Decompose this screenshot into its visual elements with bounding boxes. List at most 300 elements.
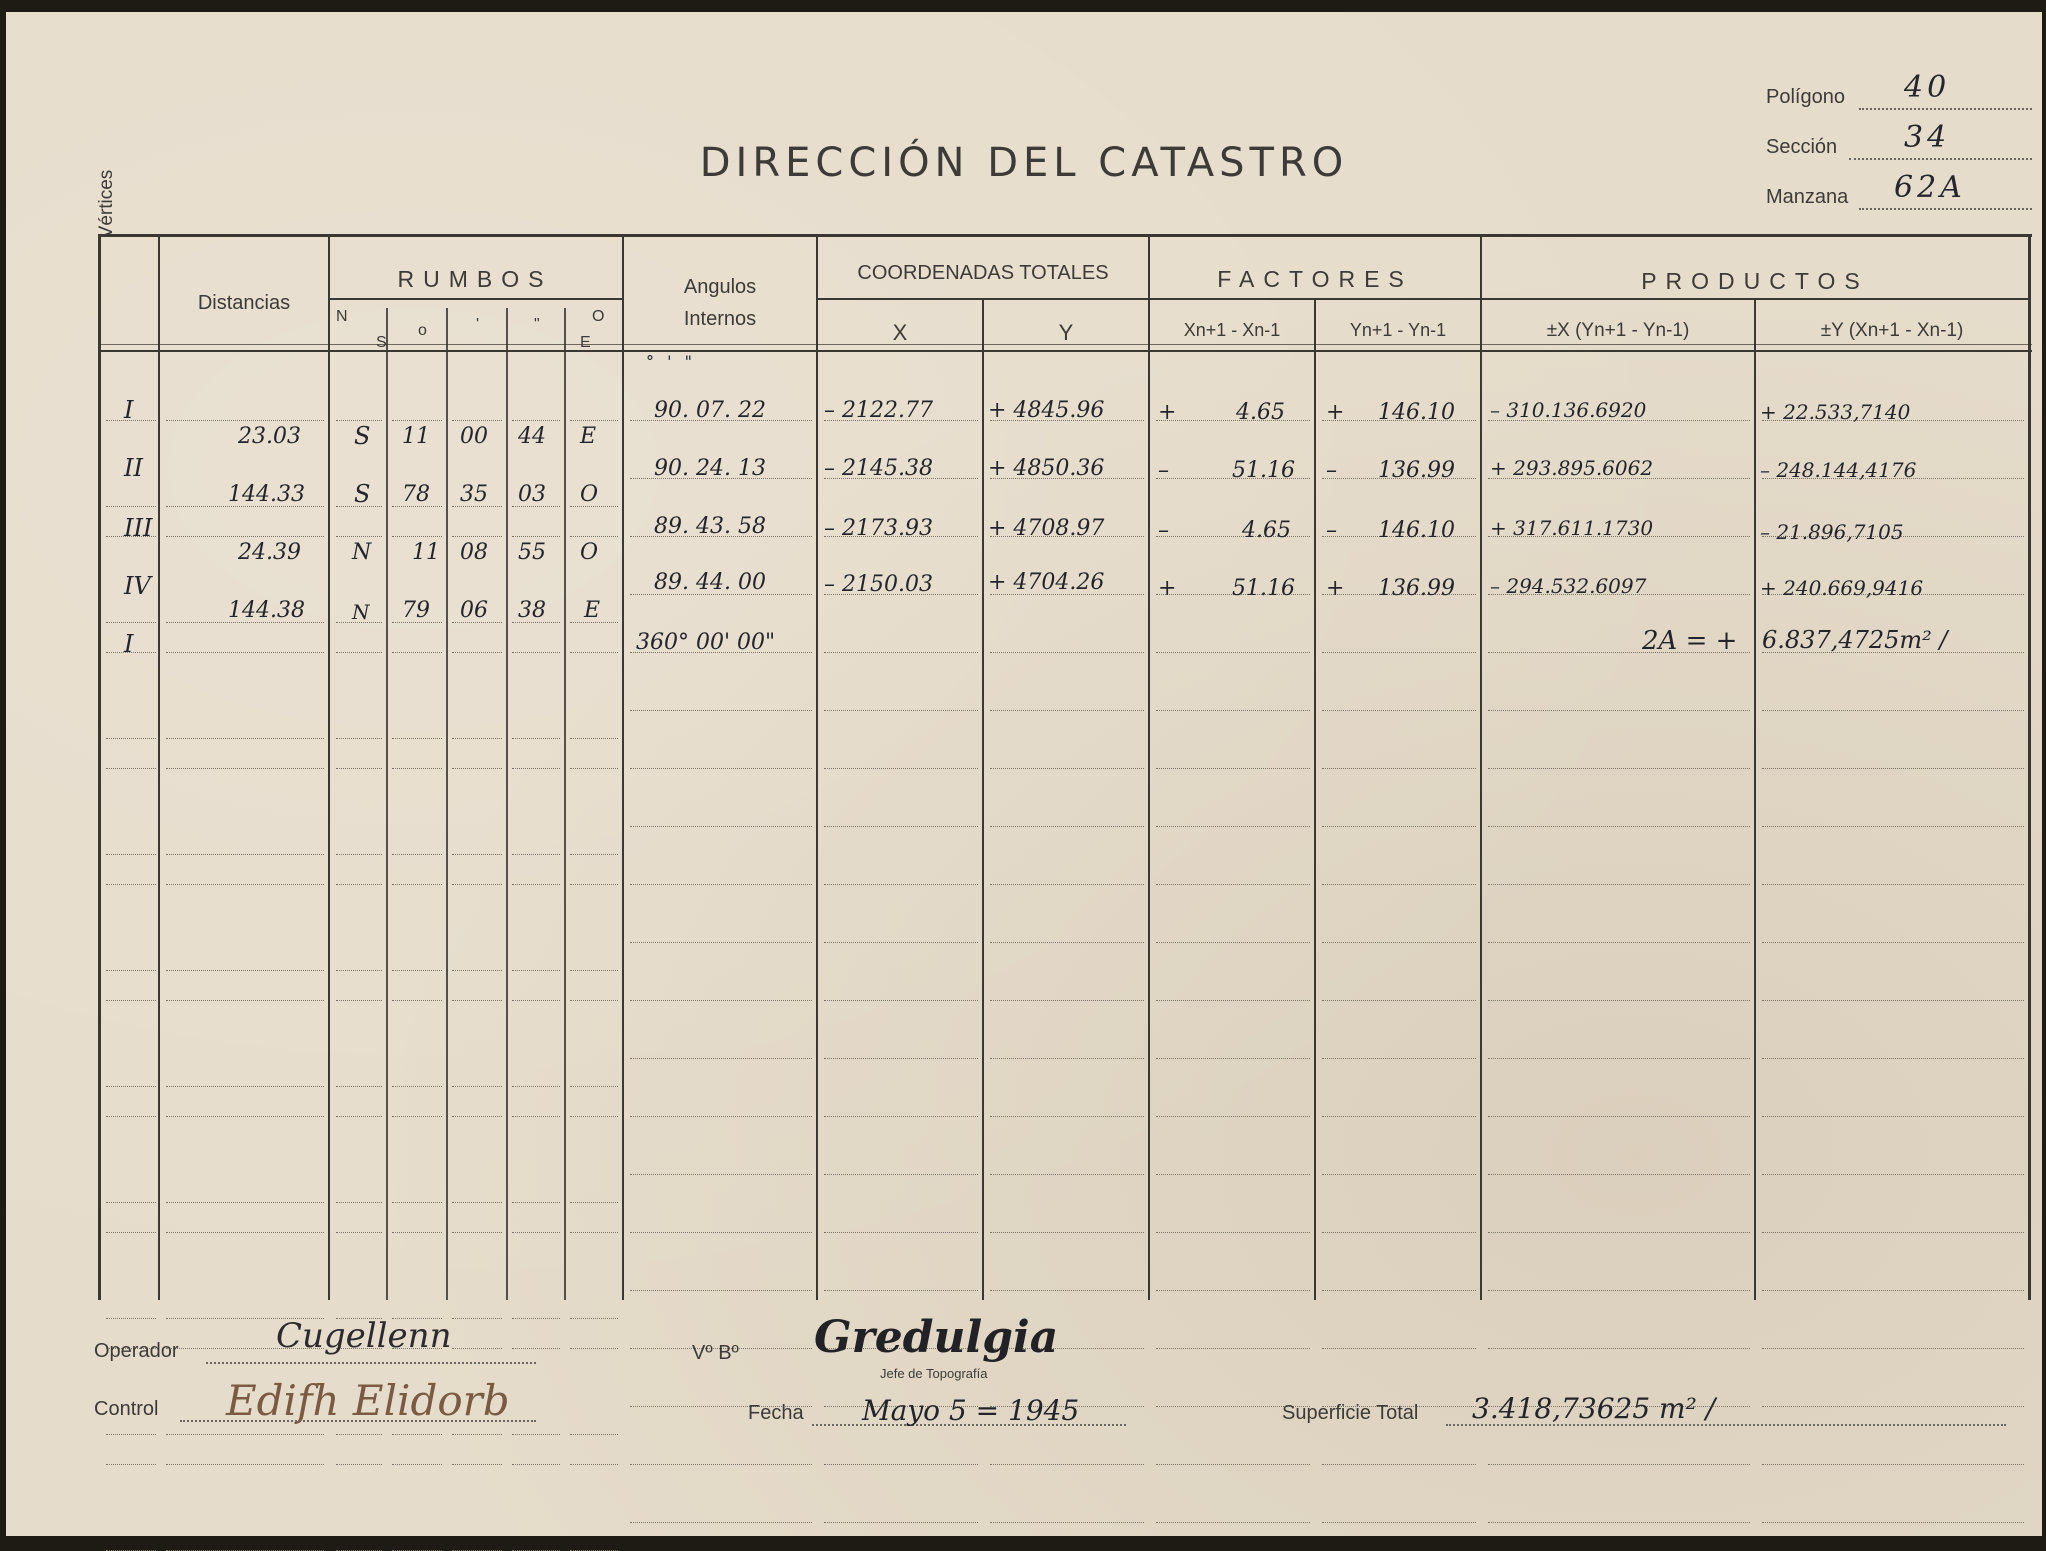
rumbos-sub-rule bbox=[446, 308, 448, 1300]
row-ruling bbox=[1488, 884, 1750, 885]
row-ruling bbox=[570, 854, 618, 855]
side-min: 35 bbox=[460, 482, 488, 507]
row-ruling bbox=[452, 1000, 502, 1001]
row-ruling bbox=[512, 1000, 560, 1001]
row-ruling bbox=[1156, 1348, 1310, 1349]
factor-y-sign: – bbox=[1326, 518, 1337, 543]
side-min: 08 bbox=[460, 540, 488, 565]
rumbos-min-header: ' bbox=[476, 316, 480, 333]
product-y: + 22.533,7140 bbox=[1760, 400, 1911, 424]
row-ruling bbox=[336, 1232, 382, 1233]
row-ruling bbox=[392, 1116, 442, 1117]
manzana-line bbox=[1859, 208, 2032, 210]
row-ruling bbox=[512, 970, 560, 971]
control-label: Control bbox=[94, 1398, 159, 1420]
side-oe: E bbox=[580, 424, 597, 449]
y-header: Y bbox=[1058, 320, 1074, 345]
row-ruling bbox=[1762, 1522, 2024, 1523]
row-ruling bbox=[166, 1464, 324, 1465]
row-ruling bbox=[106, 506, 156, 507]
seccion-line bbox=[1849, 158, 2032, 160]
row-ruling bbox=[1488, 1174, 1750, 1175]
row-ruling bbox=[336, 768, 382, 769]
rumbos-header: RUMBOS bbox=[397, 266, 553, 292]
vertex-y: + 4708.97 bbox=[988, 516, 1105, 541]
row-ruling bbox=[1156, 826, 1310, 827]
vertex-angle: 90. 24. 13 bbox=[654, 456, 766, 481]
internos-header: Internos bbox=[683, 308, 757, 330]
rumbos-sub-rule bbox=[506, 308, 508, 1300]
row-ruling bbox=[336, 884, 382, 885]
factor-y: 146.10 bbox=[1378, 518, 1455, 543]
row-ruling bbox=[1156, 710, 1310, 711]
product-x: + 317.611.1730 bbox=[1490, 516, 1654, 540]
side-min: 00 bbox=[460, 424, 488, 449]
row-ruling bbox=[570, 652, 618, 653]
poligono-line bbox=[1859, 108, 2032, 110]
row-ruling bbox=[452, 738, 502, 739]
row-ruling bbox=[336, 1086, 382, 1087]
row-ruling bbox=[1488, 768, 1750, 769]
vertex-label: III bbox=[124, 514, 153, 542]
side-sec: 55 bbox=[518, 540, 546, 565]
angle-units: ° ' " bbox=[646, 352, 696, 371]
vertex-angle: 89. 43. 58 bbox=[654, 514, 766, 539]
row-ruling bbox=[166, 1116, 324, 1117]
row-ruling bbox=[630, 768, 812, 769]
row-ruling bbox=[824, 1058, 978, 1059]
col-rule bbox=[2028, 234, 2031, 1300]
row-ruling bbox=[1322, 1174, 1476, 1175]
row-ruling bbox=[336, 1116, 382, 1117]
row-ruling bbox=[630, 826, 812, 827]
row-ruling bbox=[336, 1464, 382, 1465]
row-ruling bbox=[824, 652, 978, 653]
vertex-y: + 4704.26 bbox=[988, 570, 1105, 595]
row-ruling bbox=[452, 970, 502, 971]
row-ruling bbox=[512, 1434, 560, 1435]
row-ruling bbox=[512, 1086, 560, 1087]
row-ruling bbox=[452, 536, 502, 537]
row-ruling bbox=[990, 1522, 1144, 1523]
rumbos-sub-header-rule bbox=[328, 298, 622, 300]
row-ruling bbox=[824, 1464, 978, 1465]
row-ruling bbox=[990, 1464, 1144, 1465]
producto-y-header: ±Y (Xn+1 - Xn-1) bbox=[1820, 320, 1964, 341]
row-ruling bbox=[106, 1464, 156, 1465]
row-ruling bbox=[570, 738, 618, 739]
double-area-value: 6.837,4725m² / bbox=[1762, 626, 1948, 654]
row-ruling bbox=[1156, 652, 1310, 653]
factor-x-header: Xn+1 - Xn-1 bbox=[1183, 320, 1281, 340]
row-ruling bbox=[336, 1202, 382, 1203]
row-ruling bbox=[1488, 1000, 1750, 1001]
row-ruling bbox=[166, 1434, 324, 1435]
row-ruling bbox=[512, 536, 560, 537]
side-distance: 24.39 bbox=[238, 540, 301, 565]
row-ruling bbox=[630, 1464, 812, 1465]
row-ruling bbox=[824, 942, 978, 943]
row-ruling bbox=[512, 884, 560, 885]
angulos-header: Angulos bbox=[683, 276, 757, 298]
rumbos-n-header: N bbox=[336, 308, 348, 325]
row-ruling bbox=[392, 420, 442, 421]
row-ruling bbox=[630, 884, 812, 885]
row-ruling bbox=[512, 1116, 560, 1117]
superficie-value: 3.418,73625 m² / bbox=[1472, 1392, 1716, 1425]
row-ruling bbox=[824, 1232, 978, 1233]
vertex-angle: 89. 44. 00 bbox=[654, 570, 766, 595]
row-ruling bbox=[106, 1202, 156, 1203]
row-ruling bbox=[1156, 1464, 1310, 1465]
poligono-label: Polígono bbox=[1766, 86, 1845, 108]
rumbos-sub-rule bbox=[564, 308, 566, 1300]
row-ruling bbox=[392, 768, 442, 769]
col-rule bbox=[1148, 234, 1150, 1300]
row-ruling bbox=[1322, 652, 1476, 653]
row-ruling bbox=[1156, 420, 1310, 421]
row-ruling bbox=[1156, 1058, 1310, 1059]
jefe-signature: Gredulgia bbox=[814, 1312, 1059, 1363]
row-ruling bbox=[1156, 884, 1310, 885]
row-ruling bbox=[1156, 942, 1310, 943]
side-distance: 144.33 bbox=[228, 482, 305, 507]
product-y: – 248.144,4176 bbox=[1760, 458, 1917, 482]
table-header-bottom bbox=[98, 350, 2032, 352]
row-ruling bbox=[452, 420, 502, 421]
factor-y-sign: + bbox=[1326, 576, 1345, 601]
operador-label: Operador bbox=[94, 1340, 179, 1362]
col-rule bbox=[622, 234, 624, 1300]
row-ruling bbox=[166, 1202, 324, 1203]
x-header: X bbox=[892, 320, 908, 345]
side-deg: 79 bbox=[402, 598, 430, 623]
side-sec: 03 bbox=[518, 482, 546, 507]
row-ruling bbox=[392, 1000, 442, 1001]
col-rule bbox=[1754, 298, 1756, 1300]
row-ruling bbox=[570, 1348, 618, 1349]
fecha-value: Mayo 5 = 1945 bbox=[862, 1394, 1080, 1427]
factores-header: FACTORES bbox=[1217, 266, 1413, 292]
row-ruling bbox=[166, 536, 324, 537]
row-ruling bbox=[336, 536, 382, 537]
row-ruling bbox=[824, 884, 978, 885]
factor-x: 4.65 bbox=[1236, 400, 1285, 425]
row-ruling bbox=[630, 942, 812, 943]
row-ruling bbox=[824, 768, 978, 769]
factor-y: 136.99 bbox=[1378, 458, 1455, 483]
vobo-label: Vº Bº bbox=[692, 1342, 739, 1364]
row-ruling bbox=[336, 1434, 382, 1435]
row-ruling bbox=[106, 622, 156, 623]
row-ruling bbox=[166, 1000, 324, 1001]
row-ruling bbox=[824, 1174, 978, 1175]
row-ruling bbox=[392, 854, 442, 855]
row-ruling bbox=[166, 1086, 324, 1087]
row-ruling bbox=[1762, 768, 2024, 769]
vertex-label: IV bbox=[124, 572, 151, 600]
row-ruling bbox=[570, 420, 618, 421]
row-ruling bbox=[570, 768, 618, 769]
side-oe: O bbox=[580, 482, 599, 507]
factor-y-sign: + bbox=[1326, 400, 1345, 425]
row-ruling bbox=[512, 652, 560, 653]
col-rule bbox=[816, 234, 818, 1300]
row-ruling bbox=[1488, 710, 1750, 711]
row-ruling bbox=[336, 652, 382, 653]
row-ruling bbox=[336, 738, 382, 739]
row-ruling bbox=[570, 1000, 618, 1001]
row-ruling bbox=[392, 536, 442, 537]
product-x: + 293.895.6062 bbox=[1490, 456, 1654, 480]
row-ruling bbox=[570, 1434, 618, 1435]
row-ruling bbox=[1156, 1174, 1310, 1175]
factor-y-sign: – bbox=[1326, 458, 1337, 483]
row-ruling bbox=[1488, 942, 1750, 943]
row-ruling bbox=[452, 1086, 502, 1087]
col-rule bbox=[1314, 298, 1316, 1300]
row-ruling bbox=[512, 1202, 560, 1203]
factor-x: 51.16 bbox=[1232, 458, 1295, 483]
row-ruling bbox=[1488, 826, 1750, 827]
row-ruling bbox=[166, 420, 324, 421]
side-min: 06 bbox=[460, 598, 488, 623]
row-ruling bbox=[512, 1232, 560, 1233]
row-ruling bbox=[1156, 1522, 1310, 1523]
row-ruling bbox=[1762, 1232, 2024, 1233]
row-ruling bbox=[452, 1348, 502, 1349]
fecha-label: Fecha bbox=[748, 1402, 804, 1424]
row-ruling bbox=[630, 1058, 812, 1059]
coordenadas-header: COORDENADAS TOTALES bbox=[857, 262, 1109, 284]
operador-line bbox=[206, 1362, 536, 1364]
row-ruling bbox=[1322, 1116, 1476, 1117]
row-ruling bbox=[1322, 826, 1476, 827]
row-ruling bbox=[106, 970, 156, 971]
table-top-border bbox=[98, 234, 2032, 237]
side-ns: S bbox=[354, 422, 371, 450]
row-ruling bbox=[1156, 1116, 1310, 1117]
catastro-sheet bbox=[6, 12, 2042, 1536]
row-ruling bbox=[1762, 1174, 2024, 1175]
row-ruling bbox=[824, 1522, 978, 1523]
row-ruling bbox=[1488, 1232, 1750, 1233]
side-distance: 144.38 bbox=[228, 598, 305, 623]
row-ruling bbox=[1322, 710, 1476, 711]
side-ns: N bbox=[352, 600, 370, 624]
side-sec: 44 bbox=[518, 424, 546, 449]
product-y: + 240.669,9416 bbox=[1760, 576, 1924, 600]
row-ruling bbox=[166, 884, 324, 885]
row-ruling bbox=[824, 1116, 978, 1117]
factor-y-header: Yn+1 - Yn-1 bbox=[1349, 320, 1447, 340]
col-rule bbox=[158, 234, 160, 1300]
page-title: DIRECCIÓN DEL CATASTRO bbox=[699, 140, 1349, 186]
row-ruling bbox=[452, 652, 502, 653]
row-ruling bbox=[1488, 1348, 1750, 1349]
row-ruling bbox=[392, 738, 442, 739]
row-ruling bbox=[824, 826, 978, 827]
col-rule bbox=[982, 298, 984, 1300]
vertices-header: Vértices bbox=[96, 169, 117, 239]
row-ruling bbox=[106, 1434, 156, 1435]
row-ruling bbox=[1762, 1290, 2024, 1291]
vertex-label: II bbox=[124, 454, 143, 482]
row-ruling bbox=[824, 710, 978, 711]
row-ruling bbox=[166, 738, 324, 739]
factor-x-sign: – bbox=[1158, 458, 1169, 483]
row-ruling bbox=[570, 1086, 618, 1087]
side-ns: N bbox=[352, 540, 372, 565]
side-deg: 11 bbox=[412, 540, 440, 565]
factor-x: 51.16 bbox=[1232, 576, 1295, 601]
row-ruling bbox=[824, 1290, 978, 1291]
row-ruling bbox=[1322, 1464, 1476, 1465]
row-ruling bbox=[1488, 1290, 1750, 1291]
row-ruling bbox=[392, 970, 442, 971]
side-oe: E bbox=[584, 598, 601, 623]
row-ruling bbox=[1488, 1522, 1750, 1523]
rumbos-o-header: O bbox=[592, 308, 605, 325]
row-ruling bbox=[1156, 1232, 1310, 1233]
double-area-label: 2A = + bbox=[1642, 626, 1738, 656]
vertex-x: – 2173.93 bbox=[824, 516, 933, 541]
side-sec: 38 bbox=[518, 598, 546, 623]
row-ruling bbox=[512, 1348, 560, 1349]
row-ruling bbox=[1762, 942, 2024, 943]
product-x: – 310.136.6920 bbox=[1490, 398, 1647, 422]
row-ruling bbox=[106, 768, 156, 769]
row-ruling bbox=[106, 854, 156, 855]
row-ruling bbox=[106, 1000, 156, 1001]
row-ruling bbox=[166, 854, 324, 855]
row-ruling bbox=[1322, 1232, 1476, 1233]
row-ruling bbox=[336, 854, 382, 855]
row-ruling bbox=[512, 738, 560, 739]
row-ruling bbox=[1322, 768, 1476, 769]
row-ruling bbox=[452, 1116, 502, 1117]
rumbos-e-header: E bbox=[580, 334, 591, 351]
row-ruling bbox=[1322, 884, 1476, 885]
row-ruling bbox=[824, 1000, 978, 1001]
poligono-value: 40 bbox=[1904, 70, 1951, 105]
factor-x-sign: – bbox=[1158, 518, 1169, 543]
col-rule bbox=[98, 234, 101, 1300]
row-ruling bbox=[392, 652, 442, 653]
row-ruling bbox=[336, 420, 382, 421]
row-ruling bbox=[512, 1464, 560, 1465]
row-ruling bbox=[990, 884, 1144, 885]
row-ruling bbox=[630, 1232, 812, 1233]
row-ruling bbox=[392, 1202, 442, 1203]
factor-x-sign: + bbox=[1158, 576, 1177, 601]
superficie-label: Superficie Total bbox=[1282, 1402, 1419, 1424]
row-ruling bbox=[1762, 1116, 2024, 1117]
rumbos-s-header: S bbox=[376, 334, 387, 351]
row-ruling bbox=[512, 420, 560, 421]
row-ruling bbox=[392, 1086, 442, 1087]
row-ruling bbox=[570, 884, 618, 885]
row-ruling bbox=[990, 1116, 1144, 1117]
operador-signature: Cugellenn bbox=[276, 1316, 452, 1356]
vertex-y: + 4850.36 bbox=[988, 456, 1105, 481]
side-distance: 23.03 bbox=[238, 424, 301, 449]
factor-y: 136.99 bbox=[1378, 576, 1455, 601]
seccion-value: 34 bbox=[1904, 120, 1951, 155]
row-ruling bbox=[452, 854, 502, 855]
row-ruling bbox=[1762, 826, 2024, 827]
row-ruling bbox=[166, 970, 324, 971]
row-ruling bbox=[1762, 884, 2024, 885]
row-ruling bbox=[106, 1232, 156, 1233]
row-ruling bbox=[1762, 1058, 2024, 1059]
row-ruling bbox=[990, 1290, 1144, 1291]
row-ruling bbox=[452, 1434, 502, 1435]
row-ruling bbox=[570, 1202, 618, 1203]
row-ruling bbox=[166, 652, 324, 653]
row-ruling bbox=[1488, 1116, 1750, 1117]
vertex-label: I bbox=[124, 630, 134, 658]
row-ruling bbox=[106, 738, 156, 739]
row-ruling bbox=[166, 1232, 324, 1233]
product-x: – 294.532.6097 bbox=[1490, 574, 1647, 598]
row-ruling bbox=[570, 536, 618, 537]
vertex-label: I bbox=[124, 396, 134, 424]
row-ruling bbox=[570, 1232, 618, 1233]
manzana-label: Manzana bbox=[1766, 186, 1849, 208]
row-ruling bbox=[1156, 1000, 1310, 1001]
row-ruling bbox=[570, 1318, 618, 1319]
control-signature: Edifh Elidorb bbox=[226, 1376, 510, 1425]
vertex-y: + 4845.96 bbox=[988, 398, 1105, 423]
side-deg: 78 bbox=[402, 482, 430, 507]
row-ruling bbox=[630, 1290, 812, 1291]
row-ruling bbox=[990, 1174, 1144, 1175]
row-ruling bbox=[392, 1232, 442, 1233]
row-ruling bbox=[1488, 1058, 1750, 1059]
product-y: – 21.896,7105 bbox=[1760, 520, 1904, 544]
row-ruling bbox=[512, 1318, 560, 1319]
col-rule bbox=[328, 234, 330, 1300]
rumbos-sec-header: " bbox=[534, 316, 540, 333]
row-ruling bbox=[1322, 1522, 1476, 1523]
manzana-value: 62A bbox=[1894, 170, 1966, 205]
row-ruling bbox=[630, 710, 812, 711]
row-ruling bbox=[1762, 1348, 2024, 1349]
row-ruling bbox=[570, 1116, 618, 1117]
row-ruling bbox=[990, 1058, 1144, 1059]
row-ruling bbox=[336, 970, 382, 971]
row-ruling bbox=[106, 1086, 156, 1087]
row-ruling bbox=[106, 884, 156, 885]
row-ruling bbox=[990, 1232, 1144, 1233]
distancias-header: Distancias bbox=[197, 292, 291, 314]
row-ruling bbox=[570, 1464, 618, 1465]
row-ruling bbox=[1322, 942, 1476, 943]
row-ruling bbox=[512, 854, 560, 855]
col-rule bbox=[1480, 234, 1482, 1300]
row-ruling bbox=[452, 1232, 502, 1233]
row-ruling bbox=[512, 768, 560, 769]
row-ruling bbox=[166, 768, 324, 769]
vertex-x: – 2145.38 bbox=[824, 456, 933, 481]
row-ruling bbox=[106, 1116, 156, 1117]
row-ruling bbox=[1322, 1290, 1476, 1291]
row-ruling bbox=[990, 768, 1144, 769]
row-ruling bbox=[1762, 1406, 2024, 1407]
producto-x-header: ±X (Yn+1 - Yn-1) bbox=[1546, 320, 1690, 341]
productos-header: PRODUCTOS bbox=[1641, 268, 1869, 294]
